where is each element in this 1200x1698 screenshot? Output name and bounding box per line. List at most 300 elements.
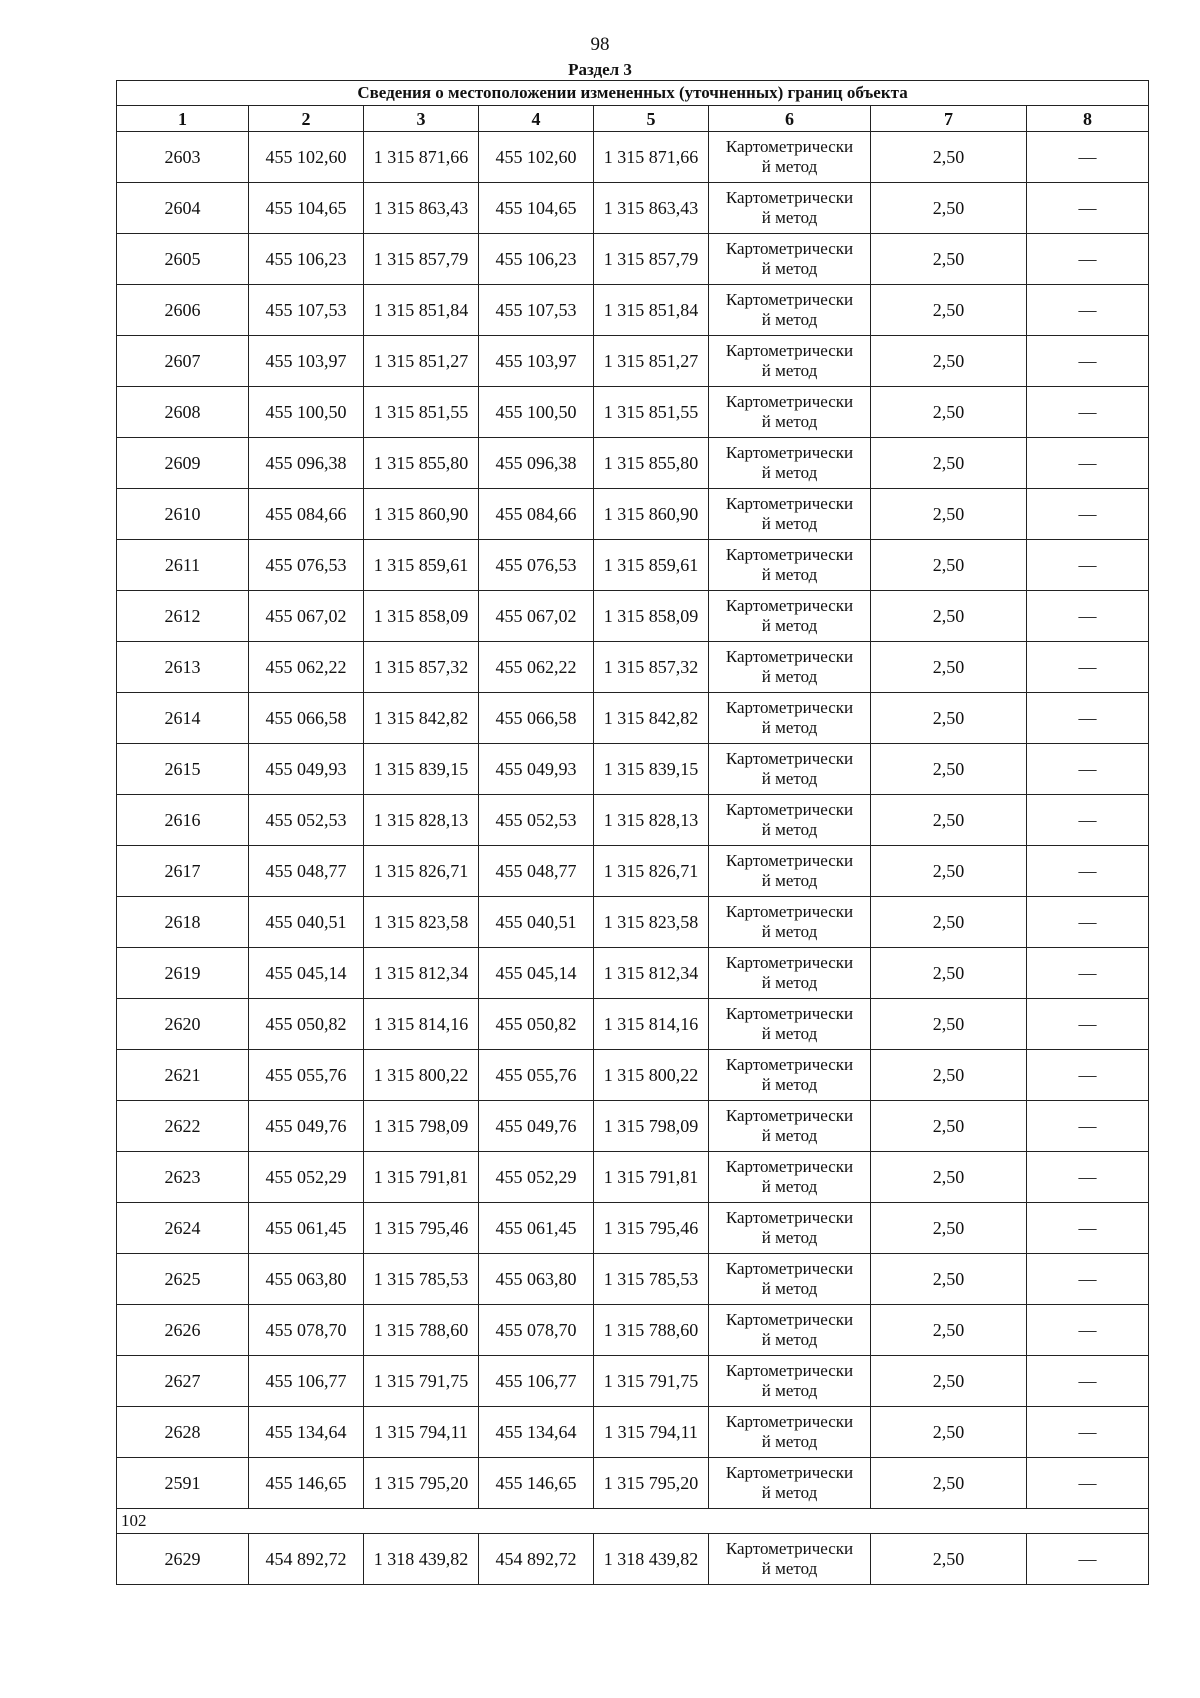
y-coordinate-cell: 1 315 798,09	[364, 1101, 479, 1152]
method-text-line: Картометрически	[725, 698, 854, 717]
x-coordinate-cell: 455 066,58	[479, 693, 594, 744]
y-coordinate-cell: 1 315 795,20	[594, 1458, 709, 1509]
note-cell: —	[1027, 744, 1149, 795]
method-text-line: Картометрически	[725, 1004, 854, 1023]
x-coordinate-cell: 455 062,22	[479, 642, 594, 693]
note-cell: —	[1027, 1101, 1149, 1152]
accuracy-cell: 2,50	[871, 540, 1027, 591]
method-text-line: Картометрически	[725, 545, 854, 564]
table-row	[117, 999, 1149, 1050]
note-cell: —	[1027, 897, 1149, 948]
y-coordinate-cell: 1 315 851,55	[364, 387, 479, 438]
accuracy-cell: 2,50	[871, 642, 1027, 693]
y-coordinate-cell: 1 315 857,32	[364, 642, 479, 693]
y-coordinate-cell: 1 315 858,09	[364, 591, 479, 642]
note-cell: —	[1027, 1152, 1149, 1203]
note-cell: —	[1027, 387, 1149, 438]
point-number-cell: 2613	[117, 642, 249, 693]
table-row	[117, 540, 1149, 591]
x-coordinate-cell: 455 063,80	[479, 1254, 594, 1305]
point-number-cell: 2616	[117, 795, 249, 846]
note-cell: —	[1027, 642, 1149, 693]
y-coordinate-cell: 1 315 851,27	[364, 336, 479, 387]
accuracy-cell: 2,50	[871, 693, 1027, 744]
note-cell: —	[1027, 540, 1149, 591]
method-cell	[709, 438, 871, 489]
method-cell	[709, 1407, 871, 1458]
x-coordinate-cell: 455 084,66	[249, 489, 364, 540]
method-cell	[709, 1152, 871, 1203]
y-coordinate-cell: 1 315 785,53	[594, 1254, 709, 1305]
table-row	[117, 438, 1149, 489]
method-text-line: Картометрически	[725, 1208, 854, 1227]
method-text-line: й метод	[761, 361, 818, 380]
note-cell: —	[1027, 1050, 1149, 1101]
note-cell: —	[1027, 336, 1149, 387]
table-row	[117, 183, 1149, 234]
y-coordinate-cell: 1 315 851,84	[594, 285, 709, 336]
y-coordinate-cell: 1 315 860,90	[364, 489, 479, 540]
point-number-cell: 2591	[117, 1458, 249, 1509]
x-coordinate-cell: 455 048,77	[249, 846, 364, 897]
point-number-cell: 2611	[117, 540, 249, 591]
table-row	[117, 1534, 1149, 1585]
y-coordinate-cell: 1 315 794,11	[594, 1407, 709, 1458]
note-cell: —	[1027, 489, 1149, 540]
method-text-line: й метод	[761, 412, 818, 431]
x-coordinate-cell: 455 066,58	[249, 693, 364, 744]
method-text-line: Картометрически	[725, 1361, 854, 1380]
point-number-cell: 2625	[117, 1254, 249, 1305]
method-cell	[709, 948, 871, 999]
method-text-line: Картометрически	[725, 596, 854, 615]
y-coordinate-cell: 1 315 791,75	[364, 1356, 479, 1407]
point-number-cell: 2627	[117, 1356, 249, 1407]
note-cell: —	[1027, 183, 1149, 234]
accuracy-cell: 2,50	[871, 1152, 1027, 1203]
accuracy-cell: 2,50	[871, 846, 1027, 897]
x-coordinate-cell: 455 049,93	[249, 744, 364, 795]
method-text-line: й метод	[761, 259, 818, 278]
point-number-cell: 2603	[117, 132, 249, 183]
point-number-cell: 2606	[117, 285, 249, 336]
table-caption: Сведения о местоположении измененных (уточненных) границ объекта	[117, 81, 1149, 106]
accuracy-cell: 2,50	[871, 285, 1027, 336]
method-text-line: й метод	[761, 667, 818, 686]
method-text-line: й метод	[761, 922, 818, 941]
method-text-line: й метод	[761, 1559, 818, 1578]
x-coordinate-cell: 455 055,76	[479, 1050, 594, 1101]
x-coordinate-cell: 455 048,77	[479, 846, 594, 897]
method-text-line: Картометрически	[725, 749, 854, 768]
y-coordinate-cell: 1 315 795,46	[594, 1203, 709, 1254]
point-number-cell: 2614	[117, 693, 249, 744]
x-coordinate-cell: 455 084,66	[479, 489, 594, 540]
x-coordinate-cell: 455 061,45	[479, 1203, 594, 1254]
x-coordinate-cell: 455 052,53	[249, 795, 364, 846]
section-title: Раздел 3	[568, 60, 632, 79]
y-coordinate-cell: 1 315 798,09	[594, 1101, 709, 1152]
accuracy-cell: 2,50	[871, 795, 1027, 846]
method-cell	[709, 336, 871, 387]
note-cell: —	[1027, 132, 1149, 183]
method-cell	[709, 540, 871, 591]
page-number: 98	[590, 34, 610, 55]
note-cell: —	[1027, 1356, 1149, 1407]
accuracy-cell: 2,50	[871, 387, 1027, 438]
method-cell	[709, 642, 871, 693]
x-coordinate-cell: 455 076,53	[479, 540, 594, 591]
method-text-line: й метод	[761, 1024, 818, 1043]
y-coordinate-cell: 1 315 860,90	[594, 489, 709, 540]
x-coordinate-cell: 455 040,51	[249, 897, 364, 948]
y-coordinate-cell: 1 315 828,13	[594, 795, 709, 846]
column-header-row	[117, 106, 1149, 132]
accuracy-cell: 2,50	[871, 1254, 1027, 1305]
point-number-cell: 2607	[117, 336, 249, 387]
method-text-line: Картометрически	[725, 902, 854, 921]
x-coordinate-cell: 455 050,82	[479, 999, 594, 1050]
method-text-line: Картометрически	[725, 1463, 854, 1482]
accuracy-cell: 2,50	[871, 1305, 1027, 1356]
method-text-line: й метод	[761, 1228, 818, 1247]
method-text-line: й метод	[761, 1330, 818, 1349]
table-row	[117, 1254, 1149, 1305]
method-text-line: й метод	[761, 208, 818, 227]
method-cell	[709, 693, 871, 744]
method-text-line: й метод	[761, 565, 818, 584]
y-coordinate-cell: 1 315 839,15	[364, 744, 479, 795]
y-coordinate-cell: 1 315 859,61	[594, 540, 709, 591]
method-text-line: й метод	[761, 514, 818, 533]
accuracy-cell: 2,50	[871, 489, 1027, 540]
point-number-cell: 2620	[117, 999, 249, 1050]
method-cell	[709, 132, 871, 183]
y-coordinate-cell: 1 315 812,34	[364, 948, 479, 999]
note-cell: —	[1027, 1203, 1149, 1254]
y-coordinate-cell: 1 315 794,11	[364, 1407, 479, 1458]
note-cell: —	[1027, 234, 1149, 285]
point-number-cell: 2623	[117, 1152, 249, 1203]
y-coordinate-cell: 1 315 800,22	[364, 1050, 479, 1101]
y-coordinate-cell: 1 315 785,53	[364, 1254, 479, 1305]
table-row	[117, 948, 1149, 999]
method-cell	[709, 183, 871, 234]
table-caption-row	[117, 81, 1149, 106]
point-number-cell: 2628	[117, 1407, 249, 1458]
point-number-cell: 2624	[117, 1203, 249, 1254]
method-cell	[709, 1356, 871, 1407]
note-cell: —	[1027, 591, 1149, 642]
accuracy-cell: 2,50	[871, 1458, 1027, 1509]
y-coordinate-cell: 1 315 795,46	[364, 1203, 479, 1254]
note-cell: —	[1027, 948, 1149, 999]
x-coordinate-cell: 455 104,65	[479, 183, 594, 234]
x-coordinate-cell: 455 067,02	[249, 591, 364, 642]
method-cell	[709, 999, 871, 1050]
table-row	[117, 642, 1149, 693]
x-coordinate-cell: 455 063,80	[249, 1254, 364, 1305]
x-coordinate-cell: 455 104,65	[249, 183, 364, 234]
method-cell	[709, 285, 871, 336]
accuracy-cell: 2,50	[871, 999, 1027, 1050]
accuracy-cell: 2,50	[871, 1203, 1027, 1254]
method-cell	[709, 795, 871, 846]
x-coordinate-cell: 455 102,60	[249, 132, 364, 183]
method-text-line: Картометрически	[725, 800, 854, 819]
method-cell	[709, 1101, 871, 1152]
note-cell: —	[1027, 1305, 1149, 1356]
table-row	[117, 846, 1149, 897]
point-number-cell: 2618	[117, 897, 249, 948]
x-coordinate-cell: 455 045,14	[249, 948, 364, 999]
x-coordinate-cell: 455 146,65	[249, 1458, 364, 1509]
point-number-cell: 2622	[117, 1101, 249, 1152]
y-coordinate-cell: 1 315 788,60	[364, 1305, 479, 1356]
method-cell	[709, 591, 871, 642]
method-text-line: Картометрически	[725, 1310, 854, 1329]
point-number-cell: 2604	[117, 183, 249, 234]
y-coordinate-cell: 1 315 863,43	[364, 183, 479, 234]
y-coordinate-cell: 1 315 791,81	[594, 1152, 709, 1203]
method-cell	[709, 897, 871, 948]
accuracy-cell: 2,50	[871, 438, 1027, 489]
x-coordinate-cell: 455 078,70	[249, 1305, 364, 1356]
x-coordinate-cell: 455 049,93	[479, 744, 594, 795]
method-text-line: й метод	[761, 157, 818, 176]
note-cell: —	[1027, 1254, 1149, 1305]
method-text-line: й метод	[761, 973, 818, 992]
y-coordinate-cell: 1 315 851,84	[364, 285, 479, 336]
y-coordinate-cell: 1 315 857,79	[364, 234, 479, 285]
y-coordinate-cell: 1 315 871,66	[594, 132, 709, 183]
method-cell	[709, 1254, 871, 1305]
point-number-cell: 2612	[117, 591, 249, 642]
accuracy-cell: 2,50	[871, 1101, 1027, 1152]
x-coordinate-cell: 455 055,76	[249, 1050, 364, 1101]
y-coordinate-cell: 1 315 828,13	[364, 795, 479, 846]
method-text-line: й метод	[761, 1177, 818, 1196]
x-coordinate-cell: 455 106,23	[479, 234, 594, 285]
column-header: 4	[479, 106, 594, 132]
method-text-line: Картометрически	[725, 392, 854, 411]
table-row	[117, 285, 1149, 336]
method-text-line: Картометрически	[725, 1106, 854, 1125]
x-coordinate-cell: 455 062,22	[249, 642, 364, 693]
x-coordinate-cell: 455 045,14	[479, 948, 594, 999]
x-coordinate-cell: 455 134,64	[249, 1407, 364, 1458]
x-coordinate-cell: 455 107,53	[249, 285, 364, 336]
x-coordinate-cell: 455 049,76	[479, 1101, 594, 1152]
method-text-line: й метод	[761, 616, 818, 635]
accuracy-cell: 2,50	[871, 234, 1027, 285]
method-cell	[709, 1458, 871, 1509]
table-row	[117, 1407, 1149, 1458]
column-header: 1	[117, 106, 249, 132]
method-text-line: й метод	[761, 1432, 818, 1451]
table-row	[117, 234, 1149, 285]
table-row	[117, 591, 1149, 642]
point-number-cell: 2610	[117, 489, 249, 540]
column-header: 2	[249, 106, 364, 132]
group-label: 102	[117, 1509, 1149, 1534]
x-coordinate-cell: 454 892,72	[249, 1534, 364, 1585]
x-coordinate-cell: 455 076,53	[249, 540, 364, 591]
method-cell	[709, 234, 871, 285]
x-coordinate-cell: 455 049,76	[249, 1101, 364, 1152]
column-header: 7	[871, 106, 1027, 132]
y-coordinate-cell: 1 315 826,71	[594, 846, 709, 897]
column-header: 6	[709, 106, 871, 132]
method-text-line: Картометрически	[725, 851, 854, 870]
x-coordinate-cell: 455 106,77	[249, 1356, 364, 1407]
x-coordinate-cell: 455 102,60	[479, 132, 594, 183]
method-text-line: й метод	[761, 871, 818, 890]
y-coordinate-cell: 1 315 791,81	[364, 1152, 479, 1203]
table-row	[117, 1152, 1149, 1203]
note-cell: —	[1027, 693, 1149, 744]
x-coordinate-cell: 455 052,29	[249, 1152, 364, 1203]
method-text-line: Картометрически	[725, 137, 854, 156]
method-text-line: Картометрически	[725, 1055, 854, 1074]
accuracy-cell: 2,50	[871, 744, 1027, 795]
method-text-line: Картометрически	[725, 1412, 854, 1431]
y-coordinate-cell: 1 315 857,79	[594, 234, 709, 285]
y-coordinate-cell: 1 315 795,20	[364, 1458, 479, 1509]
accuracy-cell: 2,50	[871, 1050, 1027, 1101]
accuracy-cell: 2,50	[871, 897, 1027, 948]
table-row	[117, 744, 1149, 795]
column-header: 3	[364, 106, 479, 132]
y-coordinate-cell: 1 315 857,32	[594, 642, 709, 693]
coordinates-table	[116, 80, 1149, 1585]
y-coordinate-cell: 1 315 823,58	[364, 897, 479, 948]
x-coordinate-cell: 454 892,72	[479, 1534, 594, 1585]
y-coordinate-cell: 1 315 839,15	[594, 744, 709, 795]
method-text-line: Картометрически	[725, 1259, 854, 1278]
x-coordinate-cell: 455 052,53	[479, 795, 594, 846]
x-coordinate-cell: 455 096,38	[479, 438, 594, 489]
x-coordinate-cell: 455 103,97	[479, 336, 594, 387]
table-row	[117, 336, 1149, 387]
method-text-line: Картометрически	[725, 647, 854, 666]
note-cell: —	[1027, 1458, 1149, 1509]
method-cell	[709, 1534, 871, 1585]
method-text-line: Картометрически	[725, 1539, 854, 1558]
group-label-row	[117, 1509, 1149, 1534]
x-coordinate-cell: 455 106,23	[249, 234, 364, 285]
method-text-line: й метод	[761, 1483, 818, 1502]
x-coordinate-cell: 455 103,97	[249, 336, 364, 387]
y-coordinate-cell: 1 315 851,27	[594, 336, 709, 387]
y-coordinate-cell: 1 315 863,43	[594, 183, 709, 234]
note-cell: —	[1027, 285, 1149, 336]
method-cell	[709, 1305, 871, 1356]
method-text-line: Картометрически	[725, 494, 854, 513]
method-text-line: й метод	[761, 310, 818, 329]
table-row	[117, 1356, 1149, 1407]
y-coordinate-cell: 1 318 439,82	[364, 1534, 479, 1585]
method-cell	[709, 489, 871, 540]
column-header: 8	[1027, 106, 1149, 132]
method-text-line: й метод	[761, 1381, 818, 1400]
table-row	[117, 1305, 1149, 1356]
method-text-line: Картометрически	[725, 953, 854, 972]
point-number-cell: 2626	[117, 1305, 249, 1356]
x-coordinate-cell: 455 040,51	[479, 897, 594, 948]
accuracy-cell: 2,50	[871, 591, 1027, 642]
table-row	[117, 132, 1149, 183]
accuracy-cell: 2,50	[871, 1407, 1027, 1458]
column-header: 5	[594, 106, 709, 132]
method-text-line: й метод	[761, 463, 818, 482]
x-coordinate-cell: 455 052,29	[479, 1152, 594, 1203]
method-text-line: Картометрически	[725, 341, 854, 360]
x-coordinate-cell: 455 134,64	[479, 1407, 594, 1458]
y-coordinate-cell: 1 315 791,75	[594, 1356, 709, 1407]
point-number-cell: 2615	[117, 744, 249, 795]
point-number-cell: 2617	[117, 846, 249, 897]
method-text-line: Картометрически	[725, 443, 854, 462]
method-cell	[709, 1050, 871, 1101]
point-number-cell: 2605	[117, 234, 249, 285]
method-text-line: й метод	[761, 820, 818, 839]
method-text-line: й метод	[761, 1075, 818, 1094]
accuracy-cell: 2,50	[871, 183, 1027, 234]
note-cell: —	[1027, 999, 1149, 1050]
y-coordinate-cell: 1 315 859,61	[364, 540, 479, 591]
method-cell	[709, 387, 871, 438]
note-cell: —	[1027, 1534, 1149, 1585]
x-coordinate-cell: 455 100,50	[249, 387, 364, 438]
y-coordinate-cell: 1 318 439,82	[594, 1534, 709, 1585]
point-number-cell: 2608	[117, 387, 249, 438]
method-text-line: й метод	[761, 1126, 818, 1145]
y-coordinate-cell: 1 315 855,80	[594, 438, 709, 489]
y-coordinate-cell: 1 315 800,22	[594, 1050, 709, 1101]
method-cell	[709, 846, 871, 897]
x-coordinate-cell: 455 078,70	[479, 1305, 594, 1356]
note-cell: —	[1027, 846, 1149, 897]
x-coordinate-cell: 455 067,02	[479, 591, 594, 642]
table-row	[117, 489, 1149, 540]
x-coordinate-cell: 455 107,53	[479, 285, 594, 336]
y-coordinate-cell: 1 315 823,58	[594, 897, 709, 948]
y-coordinate-cell: 1 315 826,71	[364, 846, 479, 897]
y-coordinate-cell: 1 315 851,55	[594, 387, 709, 438]
accuracy-cell: 2,50	[871, 132, 1027, 183]
method-text-line: Картометрически	[725, 239, 854, 258]
method-text-line: й метод	[761, 1279, 818, 1298]
method-cell	[709, 1203, 871, 1254]
table-row	[117, 1458, 1149, 1509]
y-coordinate-cell: 1 315 842,82	[364, 693, 479, 744]
point-number-cell: 2619	[117, 948, 249, 999]
x-coordinate-cell: 455 061,45	[249, 1203, 364, 1254]
method-cell	[709, 744, 871, 795]
table-row	[117, 795, 1149, 846]
note-cell: —	[1027, 438, 1149, 489]
method-text-line: й метод	[761, 769, 818, 788]
x-coordinate-cell: 455 146,65	[479, 1458, 594, 1509]
x-coordinate-cell: 455 100,50	[479, 387, 594, 438]
method-text-line: Картометрически	[725, 1157, 854, 1176]
method-text-line: Картометрически	[725, 290, 854, 309]
table-row	[117, 1050, 1149, 1101]
y-coordinate-cell: 1 315 812,34	[594, 948, 709, 999]
point-number-cell: 2621	[117, 1050, 249, 1101]
point-number-cell: 2609	[117, 438, 249, 489]
